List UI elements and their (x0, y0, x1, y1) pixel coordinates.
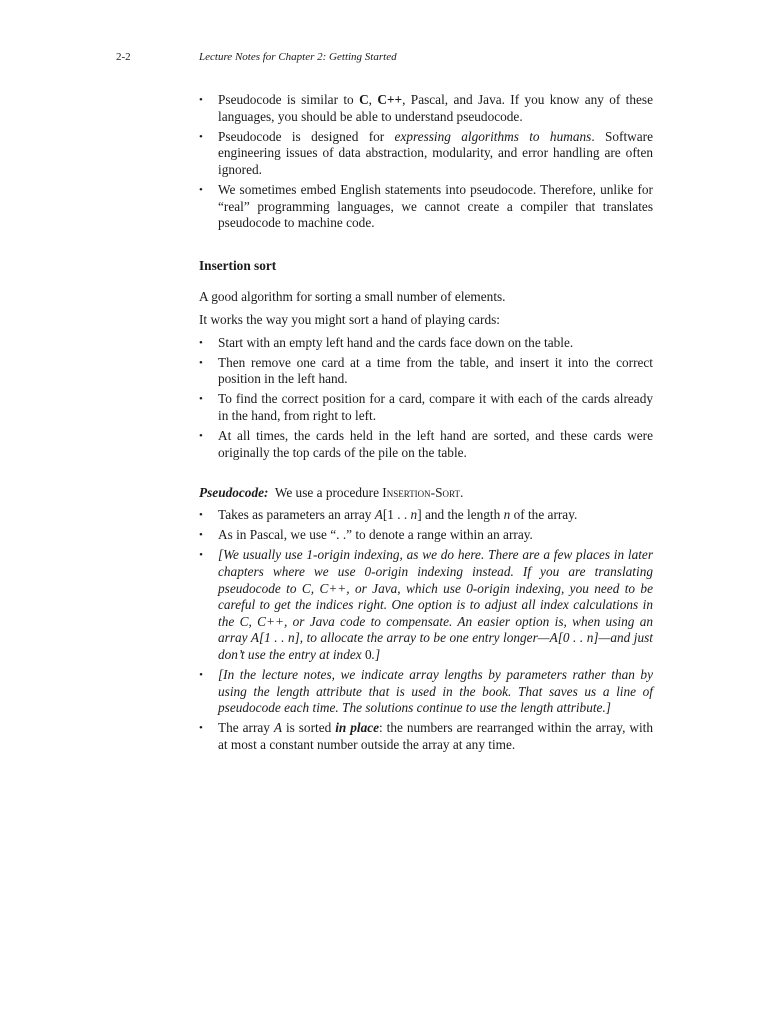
page-number: 2-2 (116, 51, 131, 63)
emphasis: in place (335, 720, 380, 736)
intro-bullet-list (199, 92, 653, 232)
running-title: Lecture Notes for Chapter 2: Getting Started (199, 51, 397, 63)
list-item: • We sometimes embed English statements into pseudocode. Therefore, unlike for “real” programming languages, we cannot create a compiler that translates pseudocode to machine code. (199, 182, 653, 232)
list-item: • The array A is sorted in place: the numbers are rearranged within the array, with at most a constant number outside the array at any time. (199, 720, 653, 753)
list-item: • Pseudocode is similar to C, C++, Pascal, and Java. If you know any of these languages, you should be able to understand pseudocode. (199, 92, 653, 125)
pseudocode-intro: Pseudocode: We use a procedure Insertion-Sort. (199, 484, 464, 500)
pseudocode-label: Pseudocode: (199, 484, 269, 500)
list-item: • At all times, the cards held in the left hand are sorted, and these cards were originally the top cards of the pile on the table. (199, 428, 653, 461)
section-heading: Insertion sort (199, 257, 277, 273)
list-item: • [We usually use 1-origin indexing, as we do here. There are a few places in later chapters where we use 0-origin indexing instead. If you are translating pseudocode to C, C++, or Java, which use 0-origin indexing, you need to be careful to get the indices right. One option is to adjust all index calculations in the C, C++, or Java code to compensate. An easier option is, when using an array A[1 . . n], to allocate the array to be one entry longer—A[0 . . n]—and just don’t use the entry at index 0.] (199, 547, 653, 663)
list-item: • [In the lecture notes, we indicate array lengths by parameters rather than by using the length attribute that is used in the book. That saves us a line of pseudocode each time. The solutions continue to use the length attribute.] (199, 667, 653, 717)
paragraph: It works the way you might sort a hand of playing cards: (199, 311, 500, 327)
list-item: • Start with an empty left hand and the cards face down on the table. (199, 335, 653, 352)
paragraph: A good algorithm for sorting a small number of elements. (199, 289, 506, 305)
page-content (199, 92, 653, 757)
insertion-sort-bullet-list (199, 335, 653, 462)
list-item: • Takes as parameters an array A[1 . . n] and the length n of the array. (199, 507, 653, 524)
pseudocode-bullet-list (199, 507, 653, 753)
procedure-name: Insertion-Sort (382, 484, 460, 500)
list-item: • Pseudocode is designed for expressing algorithms to humans. Software engineering issues of data abstraction, modularity, and error handling are often ignored. (199, 129, 653, 179)
list-item: • As in Pascal, we use “. .” to denote a range within an array. (199, 527, 653, 544)
list-item: • To find the correct position for a card, compare it with each of the cards already in the hand, from right to left. (199, 391, 653, 424)
emphasis: expressing algorithms to humans (394, 128, 592, 144)
list-item: • Then remove one card at a time from the table, and insert it into the correct position in the left hand. (199, 355, 653, 388)
